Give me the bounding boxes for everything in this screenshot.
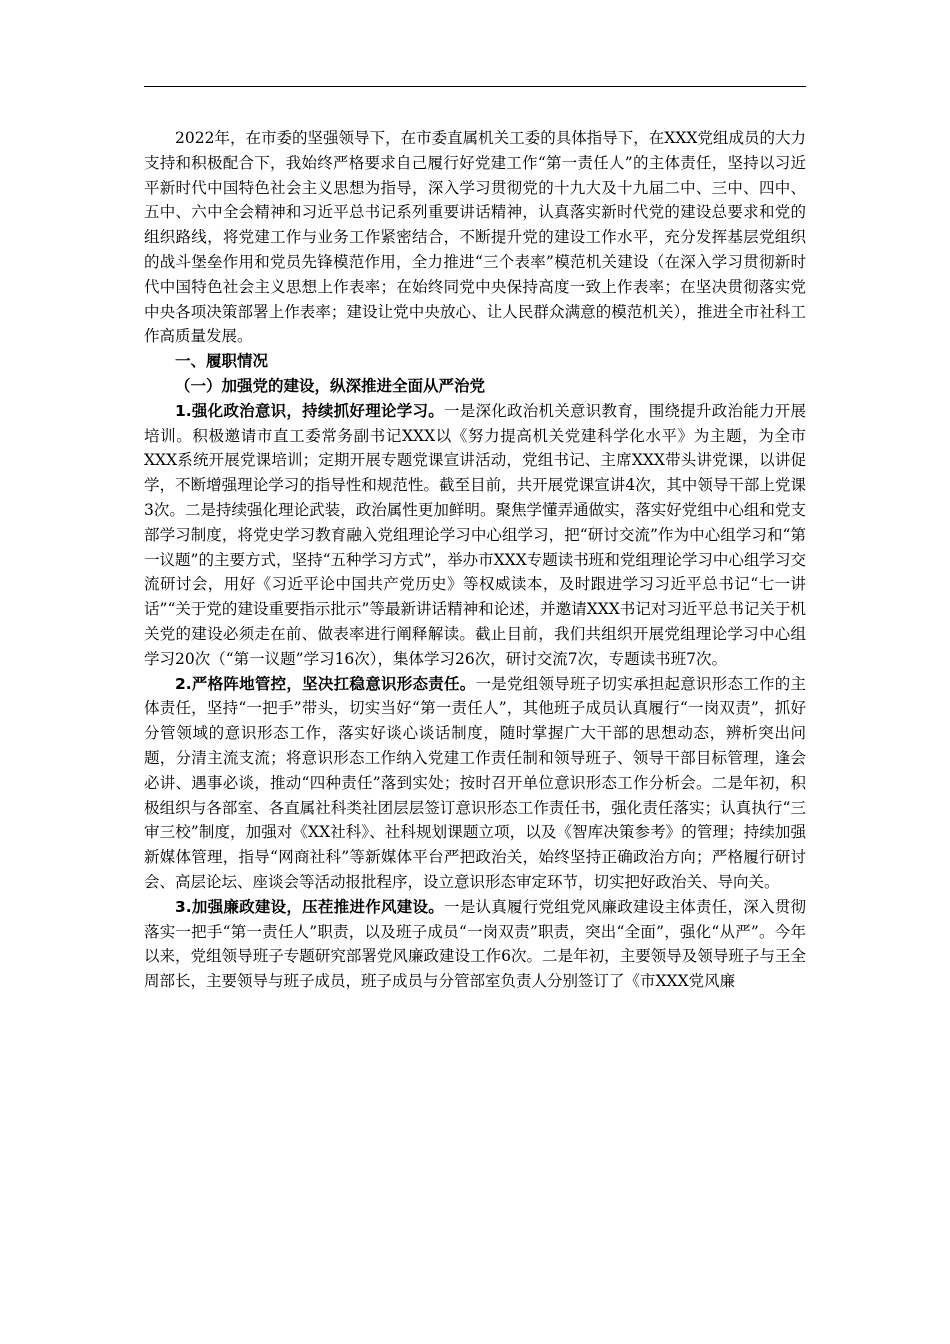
item-paragraph-2 (144, 672, 806, 895)
item-body: 一是党组领导班子切实承担起意识形态工作的主体责任，坚持“一把手”带头，切实当好“第一责任人”，其他班子成员认真履行“一岗双责”，抓好分管领域的意识形态工作，落实好谈心谈话制度，随时掌握广大干部的思想动态，辨析突出问题，分清主流支流；将意识形态工作纳入党建工作责任制和领导班子、领导干部目标管理，逢会必讲、遇事必谈，推动“四种责任”落到实处；按时召开单位意识形态工作分析会。二是年初，积极组织与各部室、各直属社科类社团层层签订意识形态工作责任书，强化责任落实；认真执行“三审三校”制度，加强对《XX社科》、社科规划课题立项，以及《智库决策参考》的管理；持续加强新媒体管理，指导“网商社科”等新媒体平台严把政治关，始终坚持正确政治方向；严格履行研讨会、高层论坛、座谈会等活动报批程序，设立意识形态审定环节，切实把好政治关、导向关。 (144, 674, 806, 891)
document-body (144, 126, 806, 994)
item-body: 一是深化政治机关意识教育，围绕提升政治能力开展培训。积极邀请市直工委常务副书记XXX以《努力提高机关党建科学化水平》为主题，为全市XXX系统开展党课培训；定期开展专题党课宣讲活动，党组书记、主席XXX带头讲党课，以讲促学，不断增强理论学习的指导性和规范性。截至目前，共开展党课宣讲4次，其中领导干部上党课3次。二是持续强化理论武装，政治属性更加鲜明。聚焦学懂弄通做实，落实好党组中心组和党支部学习制度，将党史学习教育融入党组理论学习中心组学习，把“研讨交流”作为中心组学习和“第一议题”的主要方式，坚持“五种学习方式”，举办市XXX专题读书班和党组理论学习中心组学习交流研讨会，用好《习近平论中国共产党历史》等权威读本，及时跟进学习习近平总书记“七一讲话”“关于党的建设重要指示批示”等最新讲话精神和论述，并邀请XXX书记对习近平总书记关于机关党的建设必须走在前、做表率进行阐释解读。截止目前，我们共组织开展党组理论学习中心组学习20次（“第一议题”学习16次），集体学习26次，研讨交流7次，专题读书班7次。 (144, 401, 806, 668)
item-lead: 1.强化政治意识，持续抓好理论学习。 (175, 401, 444, 420)
item-lead: 3.加强廉政建设，压茬推进作风建设。 (175, 897, 444, 916)
section-heading: 一、履职情况 (175, 352, 269, 371)
item-body: 一是认真履行党组党风廉政建设主体责任，深入贯彻落实一把手“第一责任人”职责，以及班子成员“一岗双责”职责，突出“全面”，强化“从严”。今年以来，党组领导班子专题研究部署党风廉政建设工作6次。二是年初，主要领导及领导班子与王全周部长，主要领导与班子成员，班子成员与分管部室负责人分别签订了《市XXX党风廉 (144, 897, 806, 991)
header-rule (144, 86, 806, 87)
subsection-heading: （一）加强党的建设，纵深推进全面从严治党 (175, 376, 486, 395)
item-lead: 2.严格阵地管控，坚决扛稳意识形态责任。 (175, 674, 476, 693)
item-paragraph-1 (144, 399, 806, 672)
item-paragraph-3 (144, 895, 806, 994)
intro-paragraph: 2022年，在市委的坚强领导下，在市委直属机关工委的具体指导下，在XXX党组成员的大力支持和积极配合下，我始终严格要求自己履行好党建工作“第一责任人”的主体责任，坚持以习近平新时代中国特色社会主义思想为指导，深入学习贯彻党的十九大及十九届二中、三中、四中、五中、六中全会精神和习近平总书记系列重要讲话精神，认真落实新时代党的建设总要求和党的组织路线，将党建工作与业务工作紧密结合，不断提升党的建设工作水平，充分发挥基层党组织的战斗堡垒作用和党员先锋模范作用，全力推进“三个表率”模范机关建设（在深入学习贯彻新时代中国特色社会主义思想上作表率；在始终同党中央保持高度一致上作表率；在坚决贯彻落实党中央各项决策部署上作表率；建设让党中央放心、让人民群众满意的模范机关），推进全市社科工作高质量发展。 (144, 129, 806, 346)
